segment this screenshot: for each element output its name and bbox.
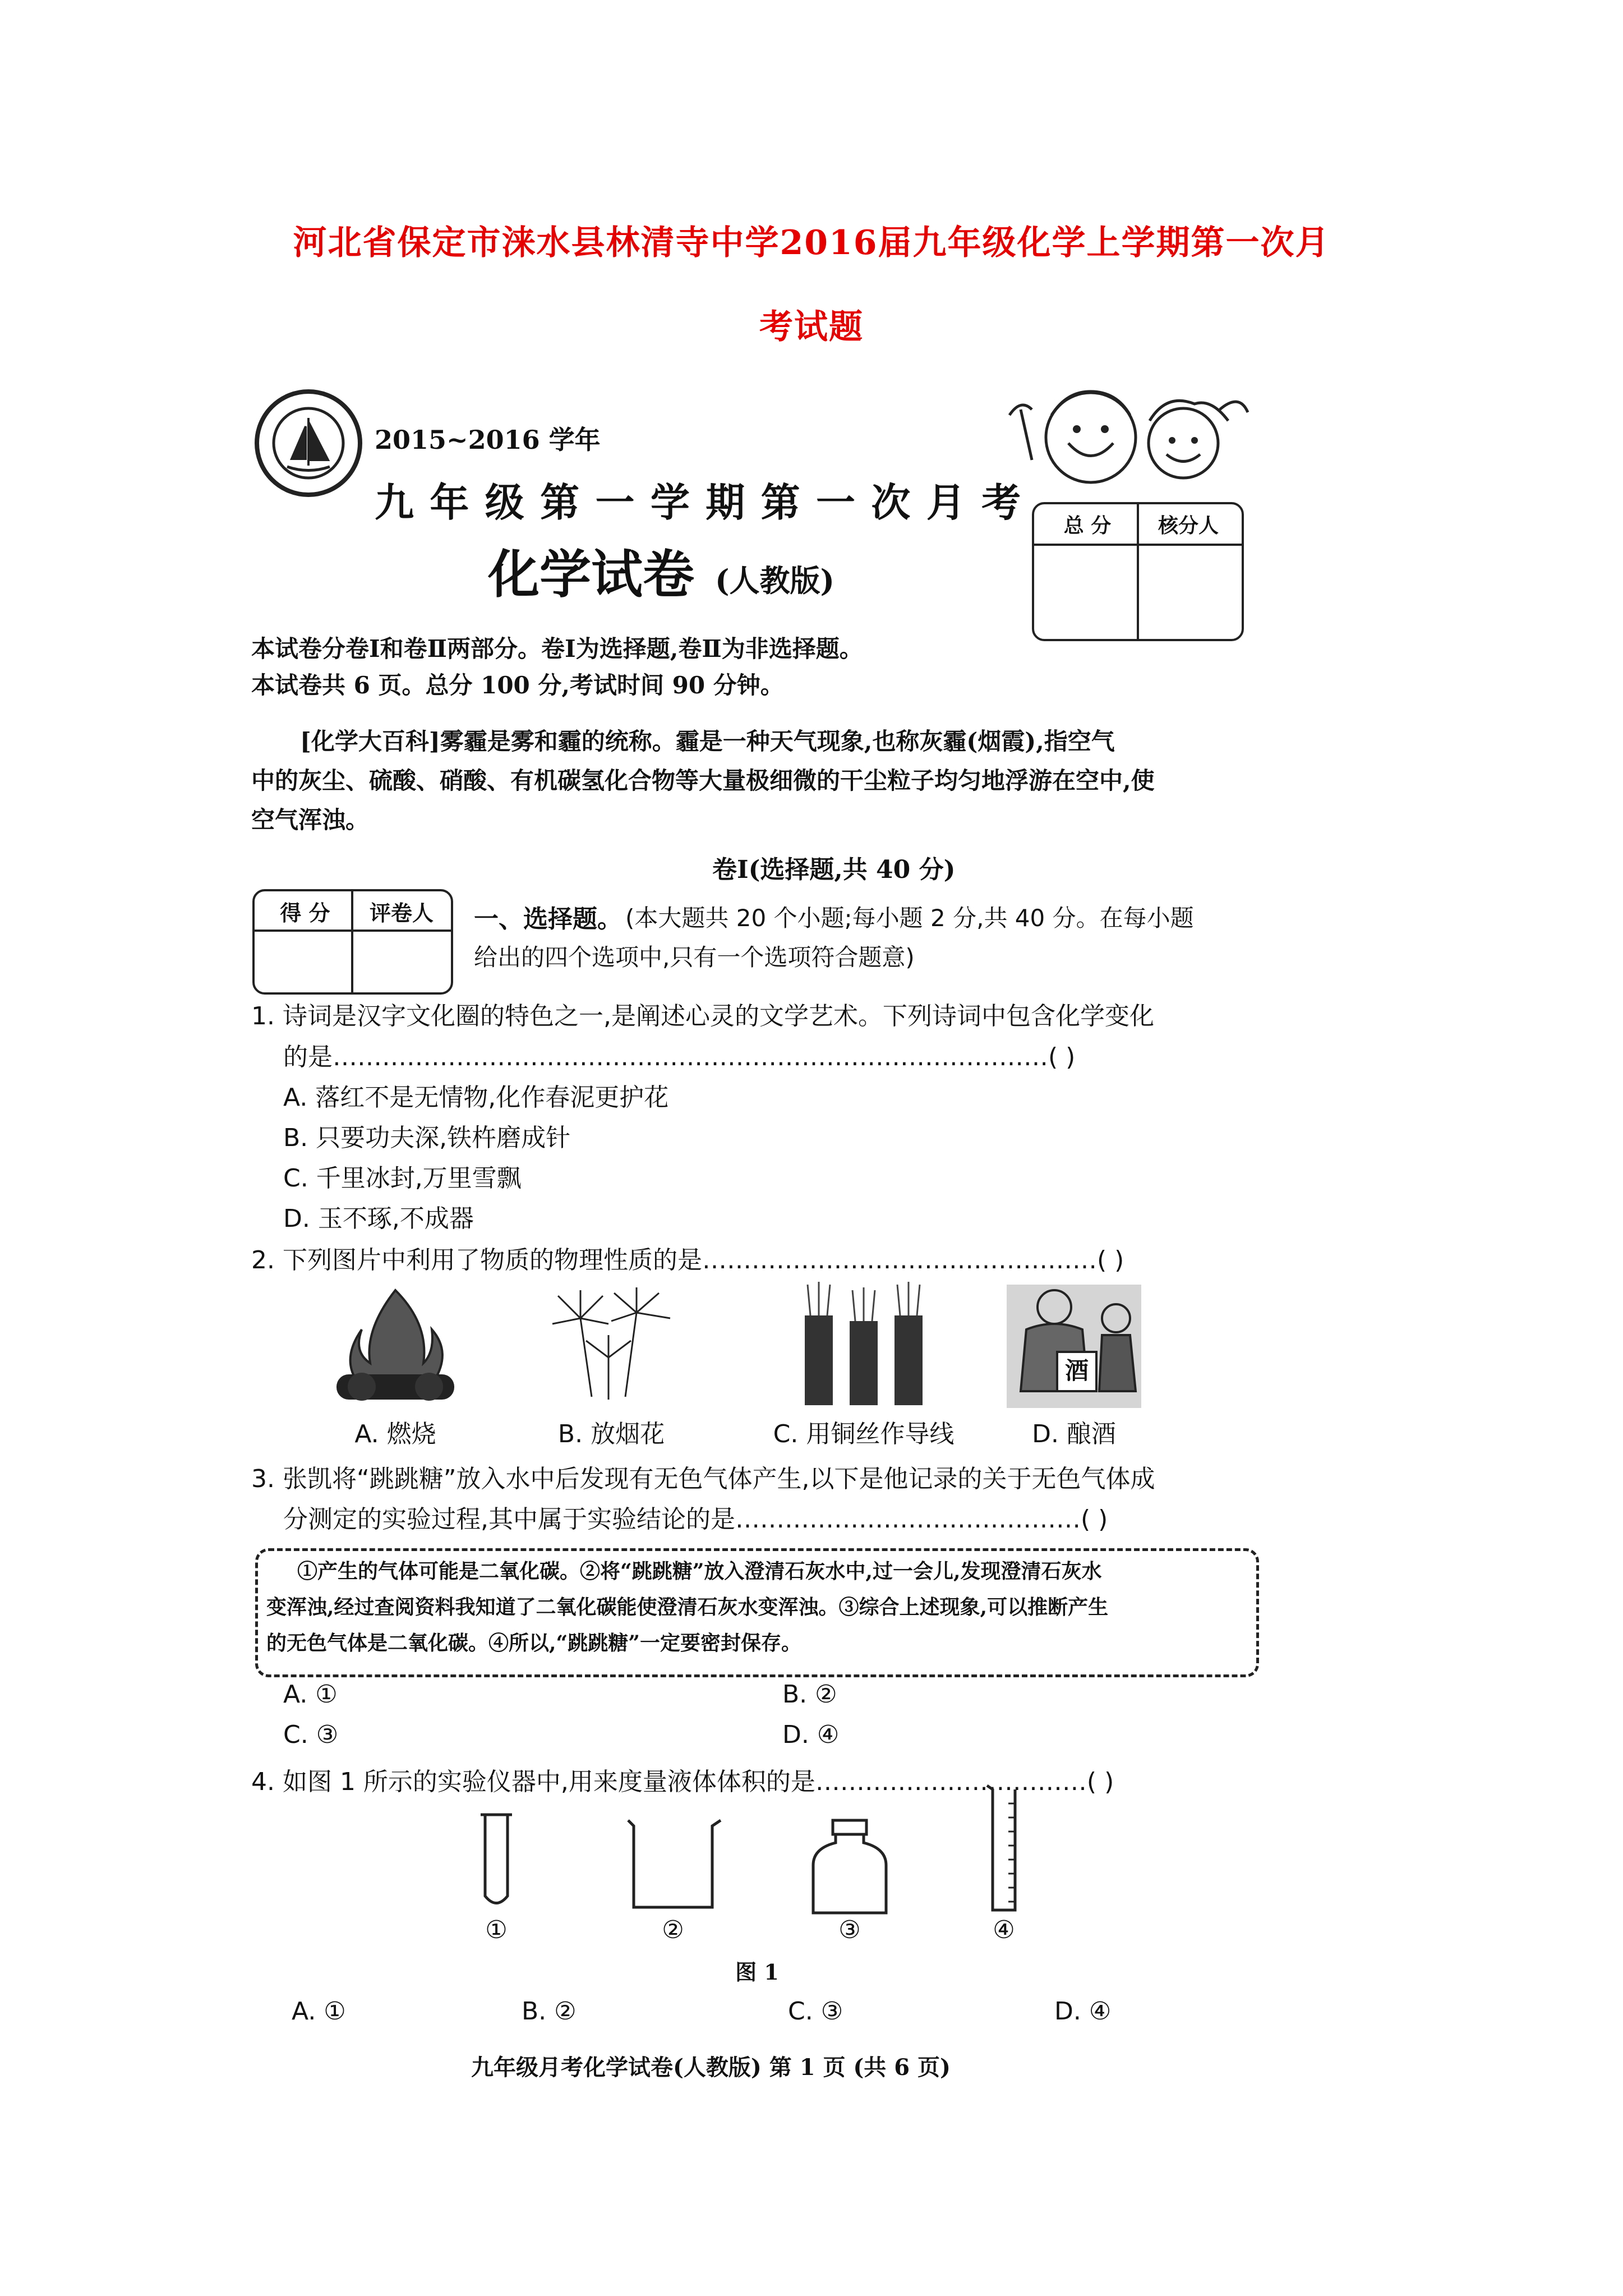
- section-heading: 卷Ⅰ(选择题,共 40 分): [712, 855, 956, 884]
- reagent-bottle-icon: [805, 1818, 895, 1916]
- q4-label-2: ②: [662, 1916, 684, 1944]
- q4-option-c: C. ③: [788, 1997, 843, 2026]
- q3-option-b: B. ②: [782, 1680, 837, 1709]
- subject-title: 化学试卷: [488, 544, 695, 605]
- q3-option-a: A. ①: [283, 1680, 338, 1709]
- score-checker-header: 核分人: [1158, 514, 1219, 537]
- section-instruction-title: 一、选择题。: [474, 905, 622, 933]
- q3-stem-line2: 分测定的实验过程,其中属于实验结论的是……………………………………( ): [283, 1505, 1108, 1534]
- score-header: 得 分: [280, 900, 330, 926]
- q3-box-line3: 的无色气体是二氧化碳。④所以,“跳跳糖”一定要密封保存。: [266, 1631, 801, 1655]
- q4-label-3: ③: [838, 1916, 861, 1944]
- q4-label-4: ④: [993, 1916, 1015, 1944]
- q1-stem-line1: 1. 诗词是汉字文化圈的特色之一,是阐述心灵的文学艺术。下列诗词中包含化学变化: [251, 1002, 1154, 1030]
- test-tube-icon: [468, 1812, 524, 1913]
- exam-name: 九 年 级 第 一 学 期 第 一 次 月 考: [375, 479, 1022, 526]
- q1-option-c: C. 千里冰封,万里雪飘: [283, 1164, 522, 1193]
- q2-stem: 2. 下列图片中利用了物质的物理性质的是…………………………………………( ): [251, 1246, 1124, 1274]
- encyclopedia-line1: [化学大百科]雾霾是雾和霾的统称。霾是一种天气现象,也称灰霾(烟霞),指空气: [300, 728, 1115, 755]
- beaker-icon: [620, 1815, 726, 1913]
- q3-option-c: C. ③: [283, 1720, 339, 1749]
- figure-caption: 图 1: [735, 1959, 779, 1985]
- encyclopedia-line2: 中的灰尘、硫酸、硝酸、有机碳氢化合物等大量极细微的干尘粒子均匀地浮游在空中,使: [251, 767, 1155, 794]
- wine-sign-text: 酒: [1064, 1357, 1089, 1384]
- section-instruction-line2: 给出的四个选项中,只有一个选项符合题意): [474, 944, 915, 971]
- q3-box-line1: ①产生的气体可能是二氧化碳。②将“跳跳糖”放入澄清石灰水中,过一会儿,发现澄清石灰水: [297, 1559, 1102, 1583]
- school-logo-seal: [252, 387, 365, 499]
- page-footer: 九年级月考化学试卷(人教版) 第 1 页 (共 6 页): [471, 2054, 951, 2081]
- q2-caption-d: D. 酿酒: [1032, 1420, 1116, 1448]
- total-score-table: [1032, 502, 1244, 641]
- q4-option-a: A. ①: [292, 1997, 346, 2026]
- grader-header: 评卷人: [369, 900, 434, 926]
- school-year: 2015~2016 学年: [375, 425, 601, 455]
- fireworks-image: [547, 1285, 676, 1408]
- q2-caption-b: B. 放烟花: [557, 1420, 665, 1448]
- q4-option-d: D. ④: [1054, 1997, 1112, 2026]
- q2-caption-a: A. 燃烧: [354, 1420, 436, 1448]
- q4-label-1: ①: [485, 1916, 508, 1944]
- q4-stem: 4. 如图 1 所示的实验仪器中,用来度量液体体积的是……………………………( ): [251, 1768, 1114, 1796]
- q3-stem-line1: 3. 张凯将“跳跳糖”放入水中后发现有无色气体产生,以下是他记录的关于无色气体成: [251, 1465, 1155, 1493]
- q1-stem-line2: 的是……………………………………………………………………………( ): [283, 1043, 1076, 1071]
- q3-option-d: D. ④: [782, 1720, 840, 1749]
- section-instruction-line1: (本大题共 20 个小题;每小题 2 分,共 40 分。在每小题: [625, 904, 1194, 932]
- q2-caption-c: C. 用铜丝作导线: [773, 1420, 955, 1448]
- q1-option-d: D. 玉不琢,不成器: [283, 1204, 474, 1233]
- cartoon-children-illustration: [998, 370, 1262, 505]
- graduated-cylinder-icon: [981, 1781, 1026, 1916]
- intro-line2: 本试卷共 6 页。总分 100 分,考试时间 90 分钟。: [251, 671, 784, 699]
- q1-option-b: B. 只要功夫深,铁杵磨成针: [283, 1124, 571, 1152]
- document-title-line1: 河北省保定市涞水县林清寺中学2016届九年级化学上学期第一次月: [293, 223, 1330, 263]
- copper-wire-image: [796, 1282, 931, 1408]
- q4-option-b: B. ②: [522, 1997, 577, 2026]
- grader-table: [252, 889, 453, 995]
- q1-option-a: A. 落红不是无情物,化作春泥更护花: [283, 1083, 669, 1112]
- document-title-line2: 考试题: [759, 307, 864, 347]
- q3-box-line2: 变浑浊,经过查阅资料我知道了二氧化碳能使澄清石灰水变浑浊。③综合上述现象,可以推断产生: [266, 1595, 1109, 1619]
- total-score-header: 总 分: [1063, 514, 1112, 537]
- fire-image: [331, 1285, 460, 1408]
- edition-label: (人教版): [715, 563, 835, 599]
- brewing-image: [1004, 1279, 1144, 1411]
- intro-line1: 本试卷分卷Ⅰ和卷Ⅱ两部分。卷Ⅰ为选择题,卷Ⅱ为非选择题。: [251, 635, 863, 662]
- encyclopedia-line3: 空气浑浊。: [251, 806, 370, 834]
